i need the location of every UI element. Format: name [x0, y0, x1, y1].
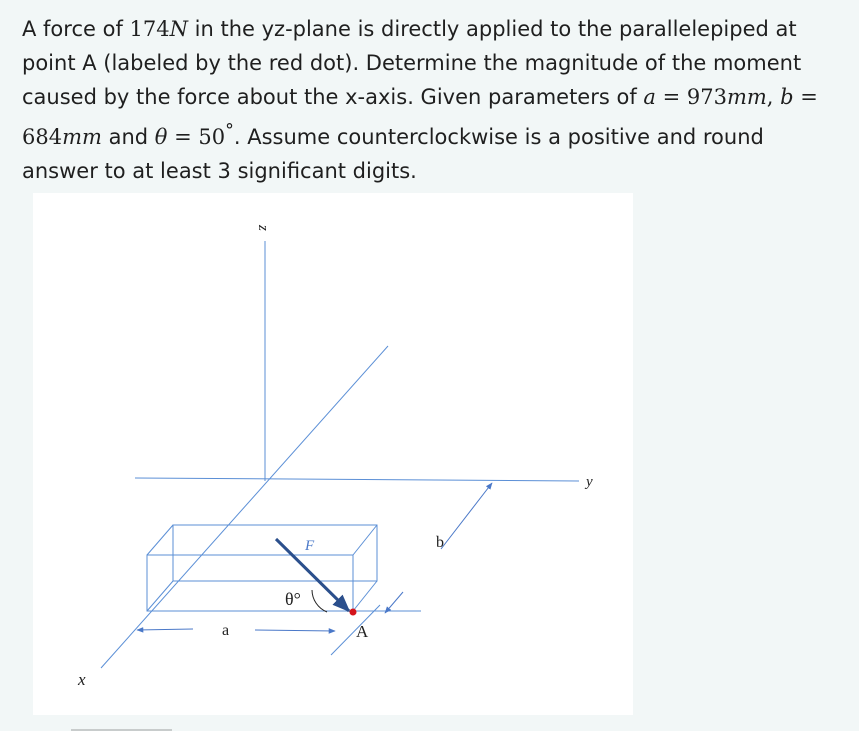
dimension-b-arrow-upper [441, 483, 492, 549]
force-magnitude: 174N [129, 17, 188, 41]
y-axis-label: y [586, 474, 593, 490]
dimension-a-label: a [222, 622, 230, 639]
box-edge [353, 581, 377, 611]
x-axis-label: x [78, 670, 86, 689]
dimension-b-arrow-lower [385, 592, 403, 613]
parallelepiped-figure [33, 193, 633, 715]
box-edge [147, 525, 173, 555]
dimension-b-label: b [436, 534, 444, 551]
theta-label: θ° [285, 589, 301, 609]
z-axis-label: z [255, 225, 271, 231]
x-axis [101, 346, 388, 668]
point-a-label: A [356, 622, 369, 641]
point-a-dot [350, 609, 357, 616]
y-axis [135, 478, 579, 481]
figure-svg [33, 193, 633, 715]
box-edge [353, 525, 377, 555]
dimension-a-arrow-left [137, 629, 193, 630]
theta-arc [312, 590, 327, 612]
param-a: a = 973mm, b = 684mm [22, 85, 818, 149]
dimension-a-arrow-right [255, 630, 335, 631]
force-label: F [305, 538, 315, 554]
param-theta: θ = 50° [154, 121, 234, 149]
problem-statement: A force of 174N in the yz-plane is directly applied to the parallelepiped at point A (labeled by the red dot). Determine the magnitude of the moment caused by the force about the x-axis. Given parameters of a = 973mm, b = 684mm and θ = 50°. Assume counterclockwise is a positive and round answer to at least 3 significant digits. [22, 17, 818, 183]
box-edge [147, 581, 173, 611]
